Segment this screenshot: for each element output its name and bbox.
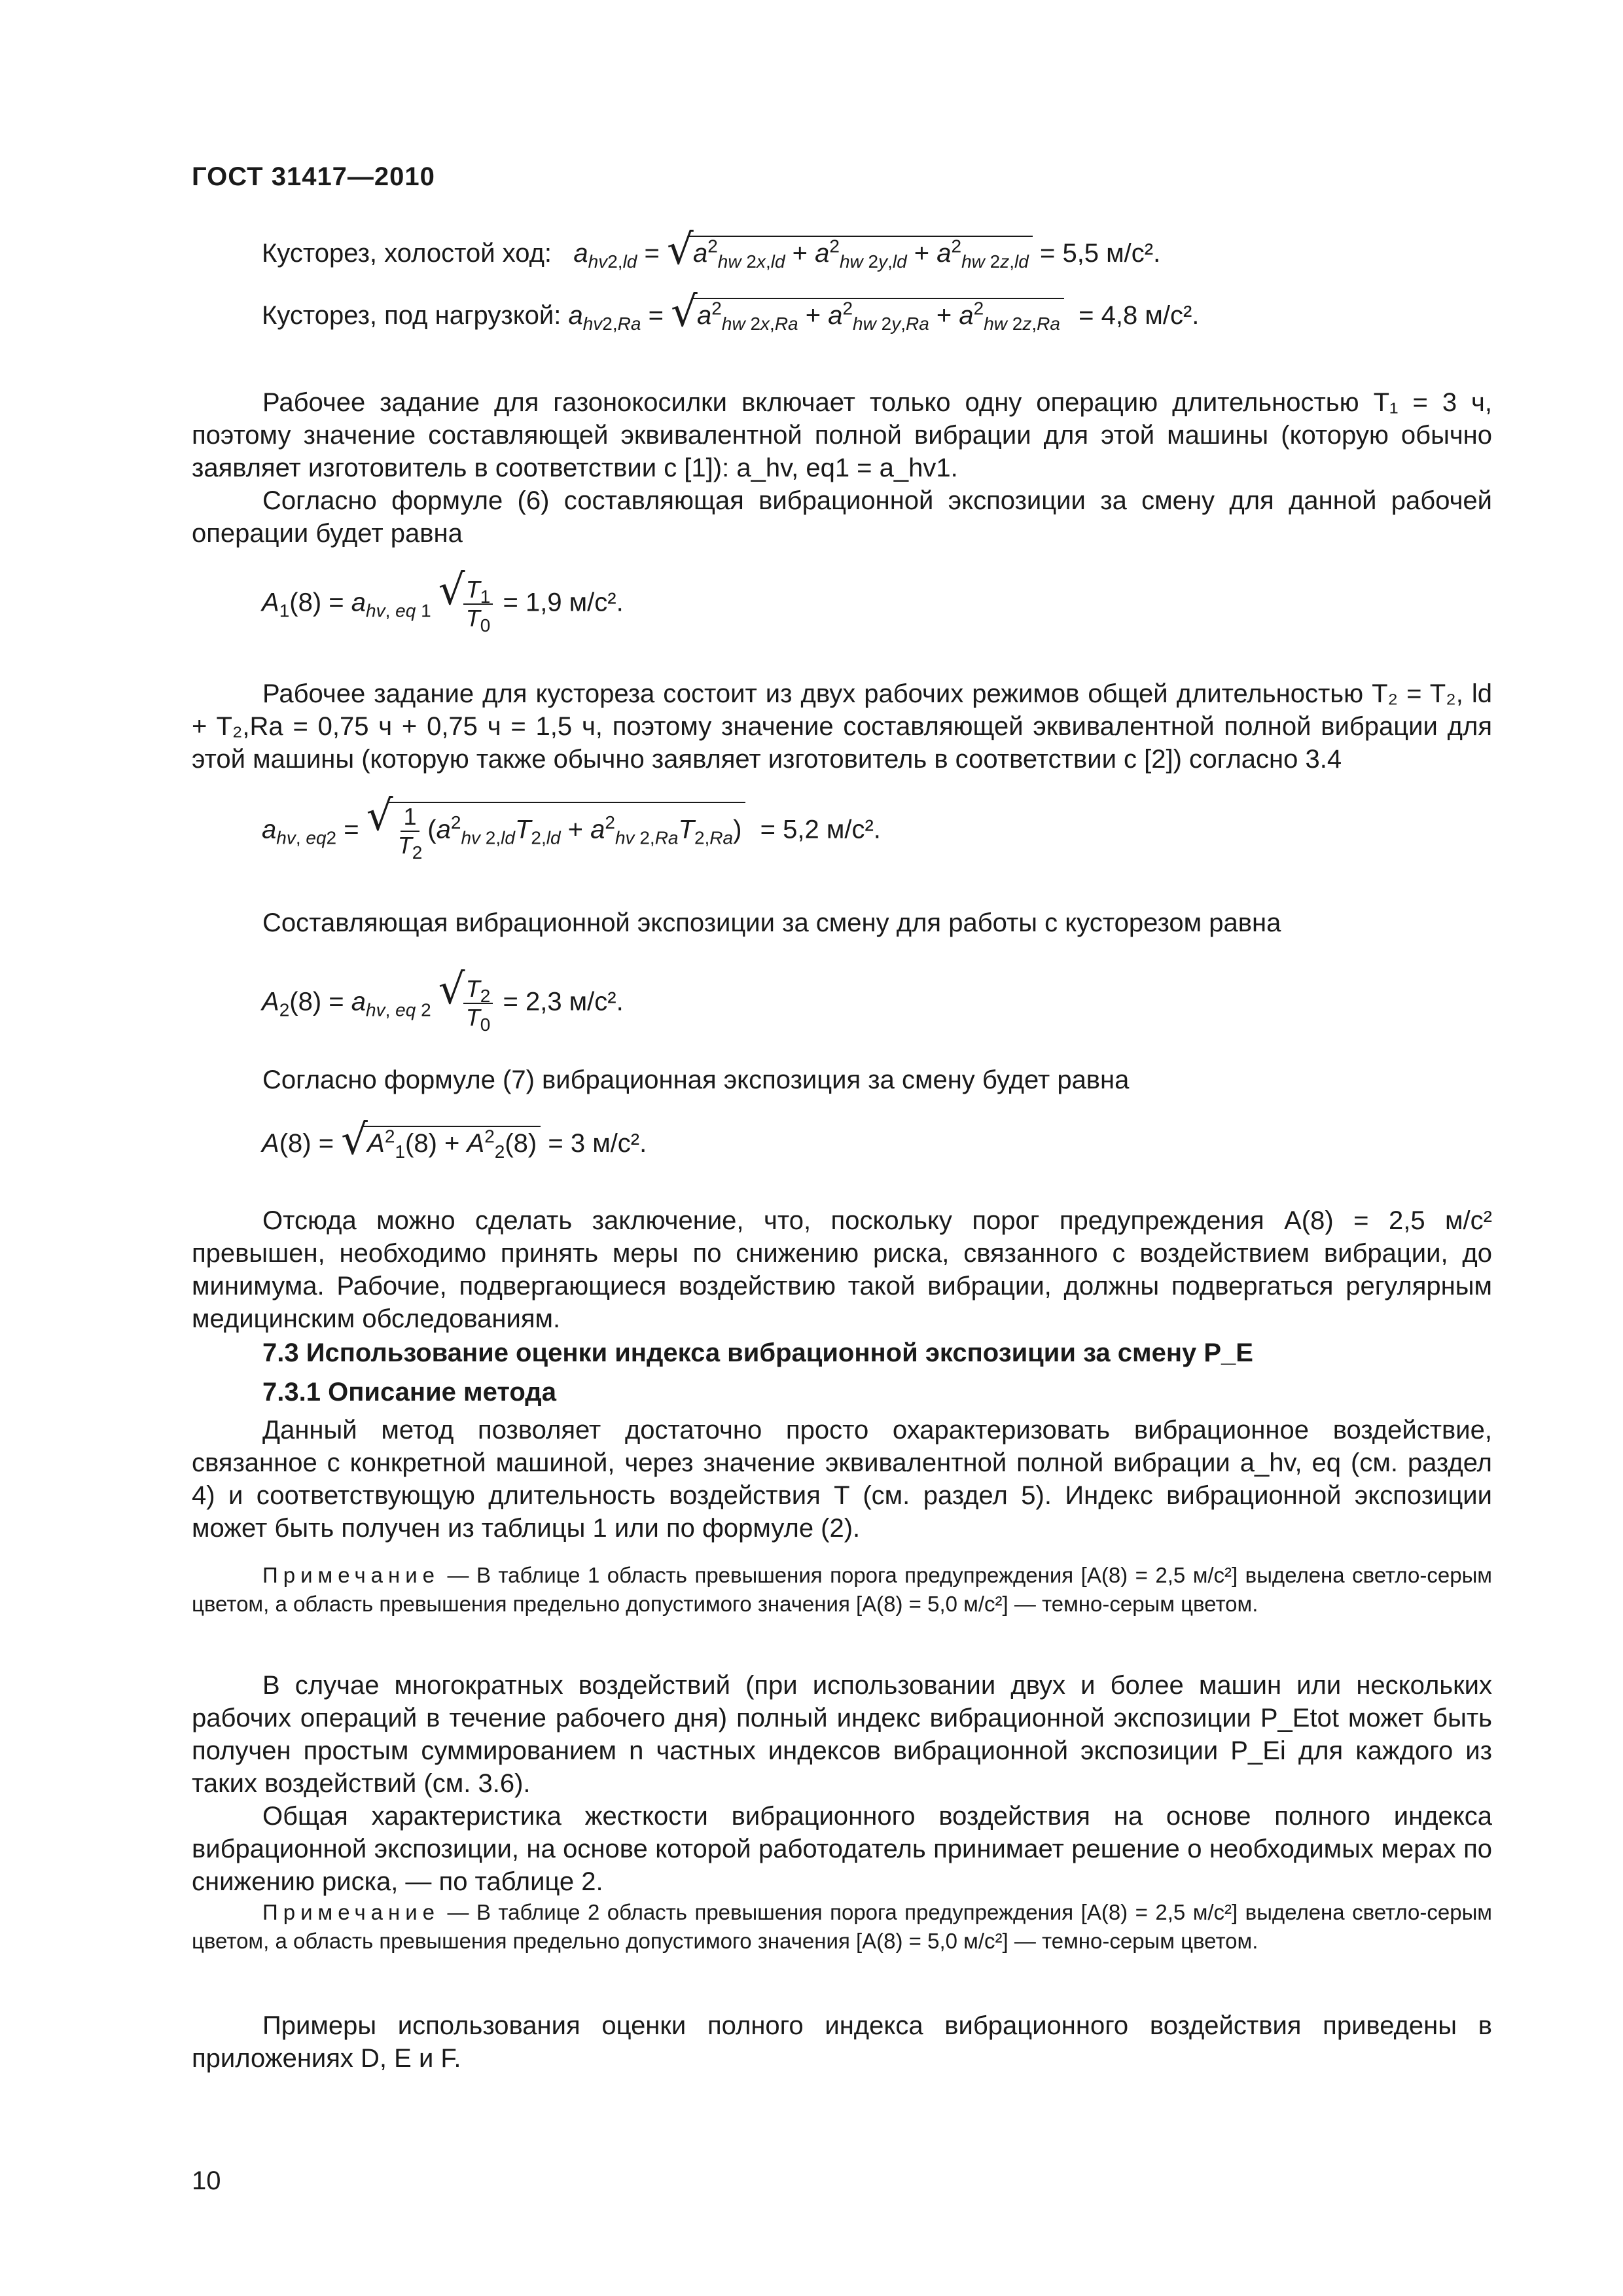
note-table2 [192, 1898, 1492, 1956]
formula-a1-result: = 1,9 м/с². [503, 588, 624, 617]
formula-a8: A(8) = √ $A^2_1(8) + A^2_2(8) = 3$ м/с². [262, 1116, 647, 1164]
note-table2-text: — В таблице 2 область превышения порога предупреждения [A(8) = 2,5 м/с²] выделена светло-серым цветом, а область превышения предельно допустимого значения [A(8) = 5,0 м/с²] — темно-серым цветом. [192, 1900, 1492, 1953]
paragraph-method: Данный метод позволяет достаточно просто охарактеризовать вибрационное воздействие, связанное с конкретной машиной, через значение эквивалентной полной вибрации a_hv, eq (см. раздел 4) и соответствующую длительность воздействия T (см. раздел 5). Индекс вибрационной экспозиции может быть получен из таблицы 1 или по формуле (2). [192, 1416, 1492, 1543]
paragraph-general: Общая характеристика жесткости вибрационного воздействия на основе полного индекса вибрационной экспозиции, на основе которой работодатель принимает решение о необходимых мерах по снижению риска, — по таблице 2. [192, 1802, 1492, 1896]
formula-a2-result: = 2,3 м/с². [503, 987, 624, 1016]
formula-idle-result: = 5,5 м/с². [1039, 239, 1161, 268]
paragraph-conclusion: Отсюда можно сделать заключение, что, поскольку порог предупреждения A(8) = 2,5 м/с² превышен, необходимо принять меры по снижению риска, связанного с воздействием вибрации, до минимума. Рабочие, подвергающиеся воздействию такой вибрации, должны подвергаться регулярным медицинским обследованиям. [192, 1206, 1492, 1333]
paragraph-formula6: Согласно формуле (6) составляющая вибрационной экспозиции за смену для данной рабочей операции будет равна [192, 486, 1492, 548]
section-heading-7-3: 7.3 Использование оценки индекса вибрационной экспозиции за смену P_E [262, 1338, 1253, 1367]
formula-a2: $A_2(8) = a_{hv, eq 2}$ √ $\frac{T_2}{T_0}$ = 2,3 м/с². [262, 965, 624, 1035]
note-table1-lead: Примечание [262, 1563, 440, 1587]
formula-a8-result: = 3 м/с². [548, 1129, 647, 1158]
formula-load: Кусторез, под нагрузкой: $a_{hv2,Ra}$ = √ $a^2_{hw 2x,Ra} + a^2_{hw 2y,Ra} + a^2_{hw 2z,Ra} = 4,8$ м/с². [262, 288, 1200, 336]
note-table1-text: — В таблице 1 область превышения порога предупреждения [A(8) = 2,5 м/с²] выделена светло-серым цветом, а область превышения предельно допустимого значения [A(8) = 5,0 м/с²] — темно-серым цветом. [192, 1563, 1492, 1616]
formula-idle-label: Кусторез, холостой ход: [262, 239, 552, 268]
page-number: 10 [192, 2166, 221, 2195]
section-heading-7-3-1: 7.3.1 Описание метода [262, 1378, 556, 1407]
formula-ahveq2: $a_{hv, eq2}$ = √ $\frac{1}{T_2}$ $(a^2_{hv 2,ld}T_{2,ld} + a^2_{hv 2,Ra}T_{2,Ra}) = 5,2$ м/с². [262, 792, 881, 863]
standard-code: ГОСТ 31417—2010 [192, 162, 435, 191]
paragraph-multiple: В случае многократных воздействий (при использовании двух и более машин или нескольких рабочих операций в течение рабочего дня) полный индекс вибрационной экспозиции P_Etot может быть получен простым суммированием n частных индексов вибрационной экспозиции P_Ei для каждого из таких воздействий (см. 3.6). [192, 1671, 1492, 1798]
formula-load-result: = 4,8 м/с². [1079, 301, 1200, 330]
paragraph-mower: Рабочее задание для газонокосилки включает только одну операцию длительностью T₁ = 3 ч, поэтому значение составляющей эквивалентной полной вибрации для этой машины (которую обычно заявляет изготовитель в соответствии с [1]): a_hv, eq1 = a_hv1. [192, 388, 1492, 482]
note-table1 [192, 1561, 1492, 1619]
paragraph-formula7: Согласно формуле (7) вибрационная экспозиция за смену будет равна [262, 1066, 1130, 1094]
formula-ahveq2-result: = 5,2 м/с². [760, 815, 881, 844]
note-table2-lead: Примечание [262, 1900, 440, 1924]
formula-idle: Кусторез, холостой ход: $a_{hv2,ld}$ = √ $a^2_{hw 2x,ld} + a^2_{hw 2y,ld} + a^2_{hw 2z,ld} = 5,5$ м/с². [262, 226, 1161, 274]
paragraph-examples: Примеры использования оценки полного индекса вибрационного воздействия приведены в приложениях D, E и F. [192, 2011, 1492, 2073]
paragraph-brushcutter: Рабочее задание для кустореза состоит из двух рабочих режимов общей длительностью T₂ = T₂, ld + T₂,Ra = 0,75 ч + 0,75 ч = 1,5 ч, поэтому значение составляющей эквивалентной полной вибрации для этой машины (которую также обычно заявляет изготовитель в соответствии с [2]) согласно 3.4 [192, 679, 1492, 774]
formula-load-label: Кусторез, под нагрузкой: [262, 301, 562, 330]
paragraph-a2-intro: Составляющая вибрационной экспозиции за смену для работы с кусторезом равна [262, 908, 1281, 937]
formula-a1: $A_1(8) = a_{hv, eq 1}$ √ $\frac{T_1}{T_0}$ = 1,9 м/с². [262, 566, 624, 636]
